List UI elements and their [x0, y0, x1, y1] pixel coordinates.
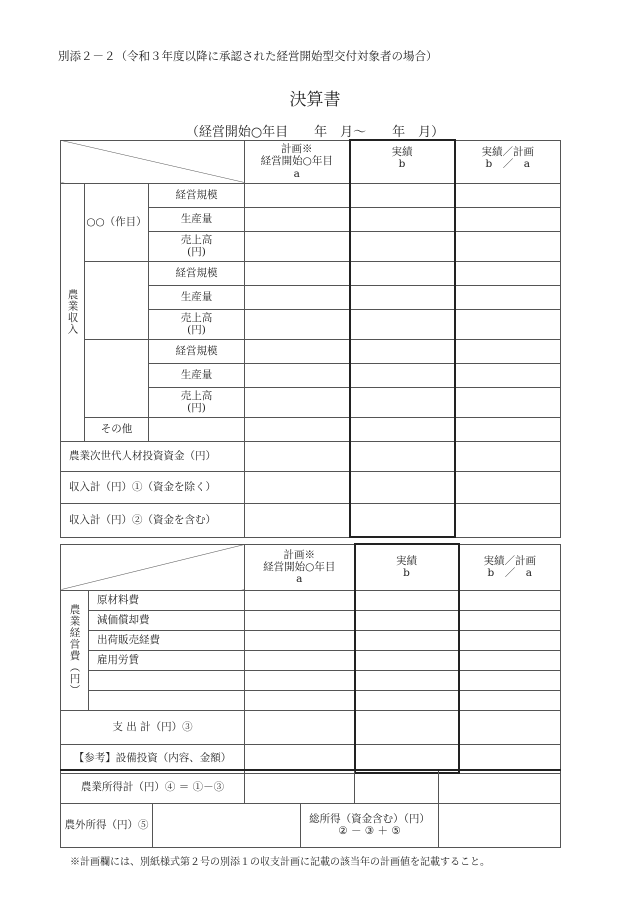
input-cell[interactable]	[455, 503, 561, 537]
actual-header: 実績 b	[350, 140, 455, 183]
corner-cell	[61, 140, 245, 183]
input-cell[interactable]	[355, 650, 459, 670]
input-cell[interactable]	[245, 610, 355, 630]
input-cell[interactable]	[459, 670, 561, 690]
input-cell[interactable]	[245, 471, 350, 503]
row-label-production: 生産量	[149, 207, 245, 231]
crop-label-empty[interactable]	[85, 261, 149, 339]
footnote: ※計画欄には、別紙様式第２号の別添１の収支計画に記載の該当年の計画値を記載すること。	[70, 857, 490, 868]
gross-income-label: 総所得（資金含む）（円） ② － ③ ＋ ⑤	[301, 803, 439, 847]
row-label-expense-total: 支 出 計（円）③	[61, 710, 245, 744]
row-label-sales: 売上高 (円)	[149, 387, 245, 417]
ratio-header: 実績／計画 b ／ a	[455, 140, 561, 183]
income-category-label: 農業収入	[61, 183, 85, 441]
plan-header: 計画※ 経営開始○年目 a	[245, 140, 350, 183]
input-cell[interactable]	[149, 417, 245, 441]
input-cell[interactable]	[355, 690, 459, 710]
input-cell[interactable]	[355, 590, 459, 610]
row-label-production: 生産量	[149, 285, 245, 309]
input-cell[interactable]	[245, 417, 350, 441]
row-label-investment: 【参考】設備投資（内容、金額）	[61, 744, 245, 773]
input-cell[interactable]	[455, 363, 561, 387]
row-label-sales: 売上高 (円)	[149, 231, 245, 261]
row-label-other: その他	[85, 417, 149, 441]
input-cell[interactable]	[455, 339, 561, 363]
income-table	[60, 139, 561, 538]
row-label-scale: 経営規模	[149, 183, 245, 207]
expense-item[interactable]	[89, 670, 245, 690]
input-cell[interactable]	[245, 207, 350, 231]
input-cell[interactable]	[350, 387, 455, 417]
row-label-total2: 収入計（円）②（資金を含む）	[61, 503, 245, 537]
input-cell[interactable]	[245, 650, 355, 670]
input-cell[interactable]	[350, 503, 455, 537]
input-cell[interactable]	[350, 183, 455, 207]
corner-cell	[61, 544, 245, 590]
input-cell[interactable]	[355, 670, 459, 690]
input-cell[interactable]	[245, 339, 350, 363]
plan-header: 計画※ 経営開始○年目 a	[245, 544, 355, 590]
input-cell[interactable]	[245, 441, 350, 471]
input-cell[interactable]	[439, 770, 561, 803]
input-cell[interactable]	[350, 441, 455, 471]
input-cell[interactable]	[245, 363, 350, 387]
input-cell[interactable]	[350, 363, 455, 387]
input-cell[interactable]	[350, 285, 455, 309]
input-cell[interactable]	[455, 261, 561, 285]
crop-label: ○○（作目）	[85, 183, 149, 261]
input-cell[interactable]	[455, 441, 561, 471]
input-cell[interactable]	[245, 387, 350, 417]
input-cell[interactable]	[355, 630, 459, 650]
input-cell[interactable]	[245, 183, 350, 207]
input-cell[interactable]	[350, 339, 455, 363]
input-cell[interactable]	[355, 610, 459, 630]
input-cell[interactable]	[455, 417, 561, 441]
input-cell[interactable]	[355, 770, 439, 803]
expense-item: 減価償却費	[89, 610, 245, 630]
input-cell[interactable]	[245, 261, 350, 285]
input-cell[interactable]	[455, 285, 561, 309]
input-cell[interactable]	[455, 471, 561, 503]
input-cell[interactable]	[459, 590, 561, 610]
expense-item: 原材料費	[89, 590, 245, 610]
row-label-production: 生産量	[149, 363, 245, 387]
input-cell[interactable]	[245, 670, 355, 690]
row-label-farm-income: 農業所得計（円）④ ＝ ①－③	[61, 770, 245, 803]
ratio-header: 実績／計画 b ／ a	[459, 544, 561, 590]
actual-header: 実績 b	[355, 544, 459, 590]
input-cell[interactable]	[459, 710, 561, 744]
input-cell[interactable]	[355, 710, 459, 744]
input-cell[interactable]	[350, 231, 455, 261]
form-header: 別添２－２（令和３年度以降に承認された経営開始型交付対象者の場合）	[58, 49, 438, 63]
input-cell[interactable]	[455, 387, 561, 417]
crop-label-empty[interactable]	[85, 339, 149, 417]
input-cell[interactable]	[245, 710, 355, 744]
input-cell[interactable]	[245, 590, 355, 610]
expense-category-label: 農業経営費（円）	[61, 590, 89, 710]
input-cell[interactable]	[455, 207, 561, 231]
input-cell[interactable]	[455, 309, 561, 339]
input-cell[interactable]	[350, 207, 455, 231]
page-title: 決算書	[289, 90, 341, 110]
row-label-scale: 経営規模	[149, 261, 245, 285]
input-cell[interactable]	[245, 630, 355, 650]
input-cell[interactable]	[459, 690, 561, 710]
input-cell[interactable]	[350, 417, 455, 441]
input-cell[interactable]	[245, 770, 355, 803]
input-cell[interactable]	[350, 309, 455, 339]
input-cell[interactable]	[459, 630, 561, 650]
input-cell[interactable]	[459, 650, 561, 670]
expense-item: 雇用労賃	[89, 650, 245, 670]
period-line: （経営開始○年目 年 月～ 年 月）	[185, 125, 445, 140]
input-cell[interactable]	[455, 183, 561, 207]
summary-table	[60, 769, 561, 848]
input-cell[interactable]	[245, 309, 350, 339]
row-label-funding: 農業次世代人材投資資金（円）	[61, 441, 245, 471]
input-cell[interactable]	[153, 803, 301, 847]
input-cell[interactable]	[245, 503, 350, 537]
input-cell[interactable]	[245, 231, 350, 261]
input-cell[interactable]	[245, 690, 355, 710]
input-cell[interactable]	[459, 610, 561, 630]
row-label-total1: 収入計（円）①（資金を除く）	[61, 471, 245, 503]
input-cell[interactable]	[350, 261, 455, 285]
row-label-scale: 経営規模	[149, 339, 245, 363]
input-cell[interactable]	[350, 471, 455, 503]
expense-item[interactable]	[89, 690, 245, 710]
input-cell[interactable]	[455, 231, 561, 261]
input-cell[interactable]	[439, 803, 561, 847]
expense-item: 出荷販売経費	[89, 630, 245, 650]
input-cell[interactable]	[245, 285, 350, 309]
row-label-off-farm: 農外所得（円）⑤	[61, 803, 153, 847]
expense-table	[60, 543, 561, 774]
row-label-sales: 売上高 (円)	[149, 309, 245, 339]
